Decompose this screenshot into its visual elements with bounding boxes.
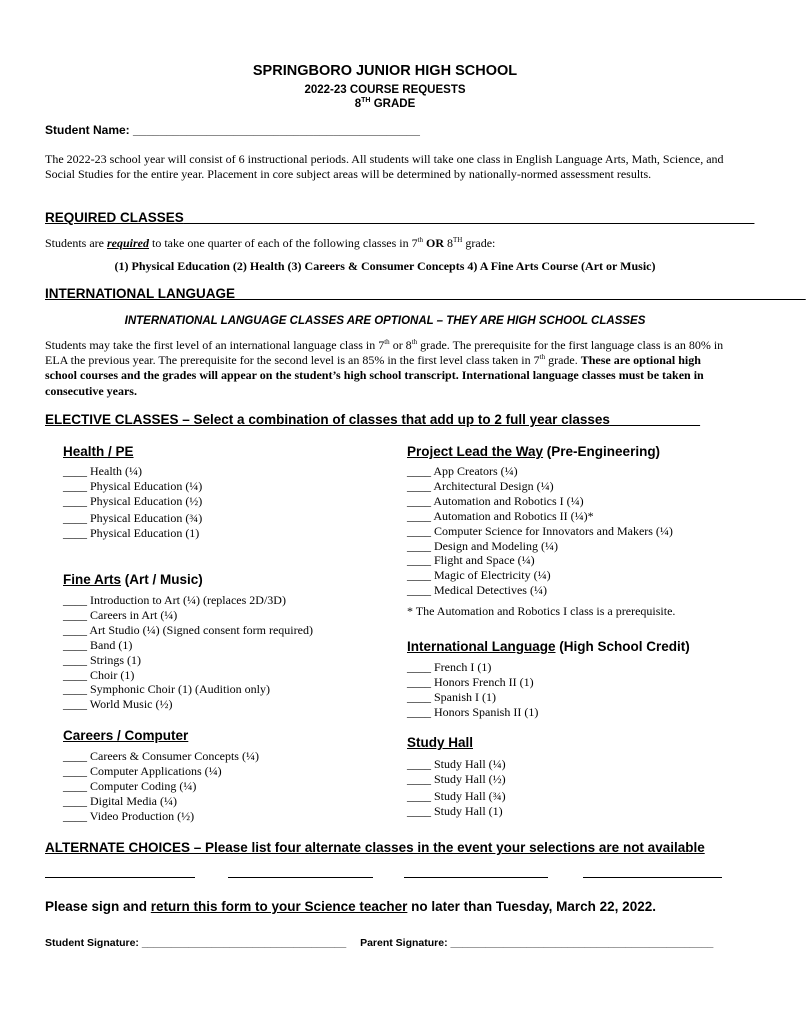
- list-item[interactable]: ____ Symphonic Choir (1) (Audition only): [63, 682, 270, 697]
- pltw-heading: Project Lead the Way (Pre-Engineering): [407, 444, 661, 459]
- form-year-title: 2022-23 COURSE REQUESTS: [304, 84, 466, 96]
- pltw-prerequisite-note: * The Automation and Robotics I class is a prerequisite.: [407, 604, 676, 618]
- parent-signature-field[interactable]: Parent Signature: _____________________________________________: [360, 937, 714, 949]
- alternate-choices-heading: ALTERNATE CHOICES – Please list four alternate classes in the event your selections are not available: [45, 840, 705, 855]
- list-item[interactable]: ____ Study Hall (¾): [407, 788, 506, 803]
- list-item[interactable]: ____ Honors Spanish II (1): [407, 704, 539, 719]
- list-item[interactable]: ____ Magic of Electricity (¼): [407, 568, 551, 583]
- list-item[interactable]: ____ Automation and Robotics II (¼)*: [407, 508, 594, 523]
- list-item[interactable]: ____ Spanish I (1): [407, 689, 496, 704]
- list-item[interactable]: ____ Introduction to Art (¼) (replaces 2D/3D): [63, 593, 286, 607]
- list-item[interactable]: ____ French I (1): [407, 660, 492, 674]
- list-item[interactable]: ____ Careers in Art (¼): [63, 607, 178, 622]
- list-item[interactable]: ____ Honors French II (1): [407, 674, 534, 689]
- international-optional-note: INTERNATIONAL LANGUAGE CLASSES ARE OPTIONAL – THEY ARE HIGH SCHOOL CLASSES: [124, 315, 646, 327]
- fine-arts-list: [63, 593, 313, 712]
- list-item[interactable]: ____ App Creators (¼): [407, 464, 518, 478]
- sign-instruction: Please sign and return this form to your Science teacher no later than Tuesday, March 22, 2022.: [45, 899, 656, 914]
- alternate-choice-1-line[interactable]: [45, 876, 195, 878]
- pltw-list: [407, 464, 673, 598]
- list-item[interactable]: ____ Physical Education (¾): [63, 510, 203, 525]
- school-title: SPRINGBORO JUNIOR HIGH SCHOOL: [252, 63, 518, 79]
- study-hall-heading: Study Hall: [407, 735, 474, 750]
- grade-title: 8TH GRADE: [354, 97, 416, 110]
- careers-computer-heading: Careers / Computer: [63, 728, 189, 743]
- list-item[interactable]: ____ Medical Detectives (¼): [407, 583, 547, 598]
- health-pe-list: [63, 464, 202, 541]
- list-item[interactable]: ____ Video Production (½): [63, 808, 195, 823]
- list-item[interactable]: ____ Study Hall (½): [407, 771, 506, 786]
- international-language-list: [407, 660, 538, 720]
- list-item[interactable]: ____ Flight and Space (¼): [407, 553, 535, 568]
- list-item[interactable]: ____ Physical Education (½): [63, 493, 203, 508]
- fine-arts-heading: Fine Arts (Art / Music): [63, 572, 203, 587]
- international-language-paragraph: Students may take the first level of an international language class in 7th or 8th grade. The prerequisite for the first language class is an 80% in ELA the previous year. The prerequisite for the second level is an 85% in the first level class taken in 7th grade. These are optional high school courses and the grades will appear on the student’s high school transcript. International language classes must be taken in consecutive years.: [45, 338, 724, 398]
- student-name-field[interactable]: Student Name: ___________________________________________: [45, 123, 420, 137]
- required-classes-heading: REQUIRED CLASSES____________________________________________________________________________: [45, 210, 755, 225]
- list-item[interactable]: ____ Automation and Robotics I (¼): [407, 493, 584, 508]
- list-item[interactable]: ____ Digital Media (¼): [63, 793, 177, 808]
- student-signature-field[interactable]: Student Signature: ___________________________________: [45, 937, 347, 949]
- intro-paragraph: The 2022-23 school year will consist of 6 instructional periods. All students will take one class in English Language Arts, Math, Science, and Social Studies for the entire year. Placement in core subject areas will be determined by nationally-normed assessment results.: [45, 152, 724, 181]
- list-item[interactable]: ____ Choir (1): [63, 667, 135, 682]
- list-item[interactable]: ____ Physical Education (¼): [63, 478, 203, 493]
- elective-classes-heading: ELECTIVE CLASSES – Select a combination of classes that add up to 2 full year classes____________: [45, 412, 701, 427]
- list-item[interactable]: ____ Computer Science for Innovators and Makers (¼): [407, 523, 673, 538]
- study-hall-list: [407, 757, 506, 819]
- alternate-choice-4-line[interactable]: [583, 876, 722, 878]
- required-classes-list: (1) Physical Education (2) Health (3) Careers & Consumer Concepts 4) A Fine Arts Course (Art or Music): [114, 259, 656, 273]
- list-item[interactable]: ____ Art Studio (¼) (Signed consent form required): [63, 622, 313, 637]
- careers-computer-list: [63, 749, 259, 824]
- list-item[interactable]: ____ Physical Education (1): [63, 525, 200, 540]
- list-item[interactable]: ____ Band (1): [63, 637, 133, 652]
- list-item[interactable]: ____ Health (¼): [63, 464, 142, 478]
- international-language-column-heading: International Language (High School Credit): [407, 639, 690, 654]
- international-language-heading: INTERNATIONAL LANGUAGE____________________________________________________________________________: [45, 286, 806, 301]
- list-item[interactable]: ____ Study Hall (1): [407, 803, 503, 818]
- list-item[interactable]: ____ Architectural Design (¼): [407, 478, 554, 493]
- list-item[interactable]: ____ Study Hall (¼): [407, 757, 506, 771]
- alternate-choice-2-line[interactable]: [228, 876, 373, 878]
- list-item[interactable]: ____ Design and Modeling (¼): [407, 538, 558, 553]
- list-item[interactable]: ____ Computer Coding (¼): [63, 778, 197, 793]
- list-item[interactable]: ____ World Music (½): [63, 697, 173, 712]
- signature-lines: [45, 937, 713, 949]
- list-item[interactable]: ____ Careers & Consumer Concepts (¼): [63, 749, 259, 763]
- health-pe-heading: Health / PE: [63, 444, 134, 459]
- list-item[interactable]: ____ Computer Applications (¼): [63, 763, 222, 778]
- list-item[interactable]: ____ Strings (1): [63, 652, 141, 667]
- required-classes-note: Students are required to take one quarter of each of the following classes in 7th OR 8TH grade:: [45, 236, 496, 250]
- alternate-choice-3-line[interactable]: [404, 876, 548, 878]
